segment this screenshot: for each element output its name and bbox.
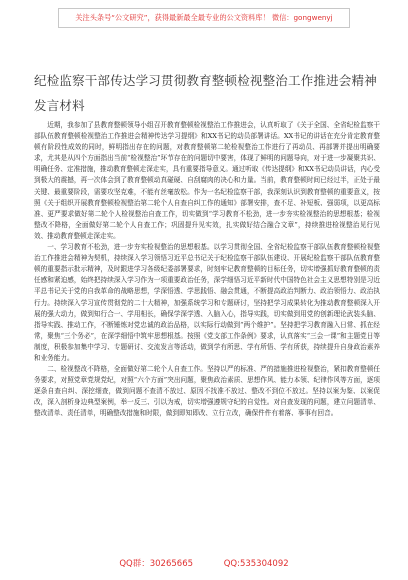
qq-text: QQ:535304092	[223, 559, 289, 569]
body-paragraph: 二、检视整改不降格，全面做好第二轮个人自查工作。坚持以严的标准、严的措施推进检视整治，紧扣教育整顿任务要求，对照党章党规党纪，对照“六个方面”突出问题，聚焦政治素质、思想作风、能力本领、纪律作风等方面，逐项逐条自查自纠、深挖细查，做到问题不查清不放过、原因不找准不放过、整改不到位不放过。坚持以案为鉴、以案促改，深入剖析身边典型案例，举一反三、引以为戒，切实增强遵规守纪的自觉性。对自查发现的问题，建立问题清单、整改清单、责任清单，明确整改措施和时限，做到即知即改、立行立改，确保件件有着落、事事有回音。	[34, 365, 380, 418]
body-paragraph: 一、学习教育不松劲，进一步夯实检视整治的思想根基。以学习贯彻全国、全省纪检监察干部队伍教育整顿检视整治工作推进会精神为契机，持续深入学习领悟习近平总书记关于纪检监察干部队伍建设、开展纪检监察干部队伍教育整顿的重要指示批示精神，及时跟进学习各级纪委部署要求，时刻牢记教育整顿的目标任务，切实增强抓好教育整顿的责任感和紧迫感，始终把持续深入学习作为一项重要政治任务，深学细悟习近平新时代中国特色社会主义思想特别是习近平总书记关于党的自我革命的战略思想，学深悟透、学思践悟、融会贯通，不断提高政治判断力、政治领悟力、政治执行力。持续深入学习宣传贯彻党的二十大精神，加强系统学习和专题研讨，坚持把学习成果转化为推动教育整顿深入开展的强大动力，做到知行合一、学用相长，确保学深学透、入脑入心，指导实践，切实做到用党的创新理论武装头脑、指导实践、推动工作，不断锤炼对党忠诚的政治品格，以实际行动做到“两个维护”。坚持把学习教育融入日常、抓在经常，聚焦“三个务必”，在深学细悟中筑牢思想根基。按照《党支部工作条例》要求，认真落实“三会一课”和主题党日等制度，积极参加集中学习、专题研讨、交流发言等活动，做到学有所思、学有所悟、学有所获，持续提升自身政治素养和业务能力。	[34, 243, 380, 362]
document-body	[34, 120, 380, 545]
document-title: 纪检监察干部传达学习贯彻教育整顿检视整治工作推进会精神发言材料	[34, 73, 377, 113]
footer-contact	[0, 556, 408, 572]
body-paragraph: 近期，我参加了县教育整顿领导小组召开教育整顿检视整治工作推进会，认真听取了《关于全国、全省纪检监察干部队伍教育整顿检视整治工作推进会精神传达学习提纲》和XX书记的动员部署讲话。XX书记的讲话在充分肯定教育整顿有阶段性成效的同时，鲜明指出存在的问题，对教育整顿第二轮检视整治工作进行了再动员、再部署并提出明确要求，尤其是从四个方面指出当前“检视整治”环节存在的问题切中要害，体现了鲜明的问题导向，对于进一步凝聚共识、明确任务、定准措施，推动教育整顿走深走实，具有重要指导意义。通过听取《传达提纲》和XX书记动员讲话，内心受到极大的震撼，再一次体会到了教育整顿动真碰硬、自刮腐肉的决心和力量。当前，教育整顿时间已经过半，正处于最关键、最重要阶段，需要攻坚克难，不能有丝毫放松。作为一名纪检监察干部，我深刻认识到教育整顿的重要意义，按照《关于组织开展教育整顿检视整治第二轮个人自查自纠工作的通知》部署安排，查不足、补短板、强弱项，以更高标准、更严要求做好第二轮个人检视整治自查工作，切实做到“学习教育不松劲，进一步夯实检视整治的思想根基；检视整改不降格，全面做好第二轮个人自查工作；巩固提升见实效，扎实做好结合融合文章”，持续推进检视整治见行见效、推动教育整顿走深走实。	[34, 121, 380, 240]
qq-group-text: QQ群：30265665	[119, 559, 194, 569]
header-banner: 关注头条号“公文研究”，获得最新最全最专业的公文资料库！ 微信：gongwenyj	[58, 8, 350, 28]
